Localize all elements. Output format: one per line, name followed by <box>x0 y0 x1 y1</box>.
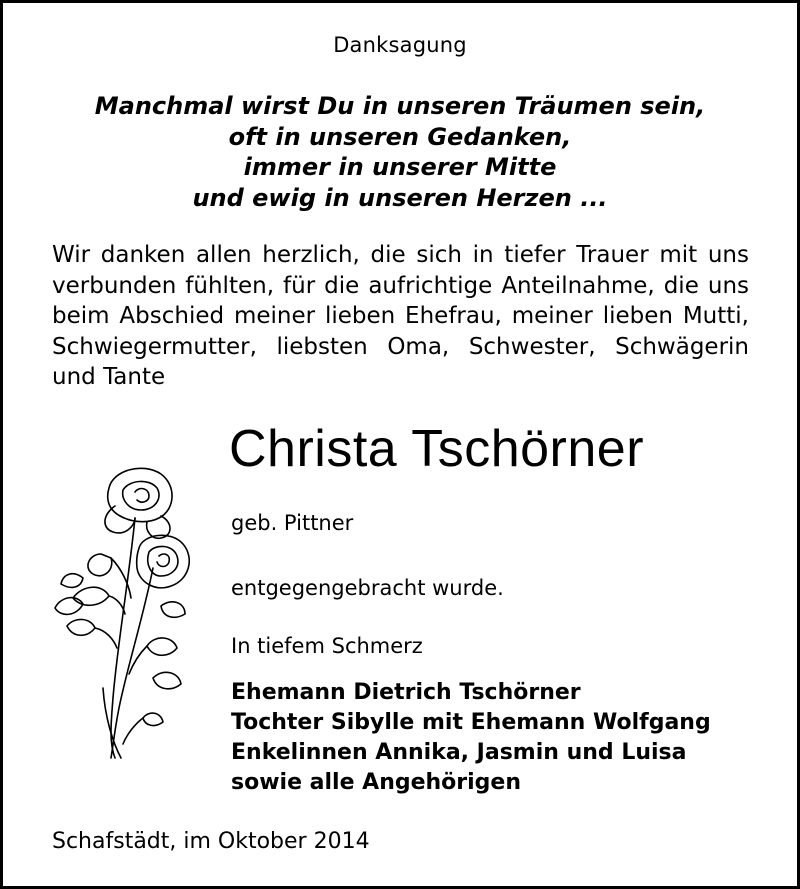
poem-line: Manchmal wirst Du in unseren Träumen sein, <box>94 92 706 120</box>
family-member: Tochter Sibylle mit Ehemann Wolfgang <box>231 710 711 735</box>
thanks-paragraph <box>52 240 749 393</box>
thanks-line: Schwiegermutter, liebsten Oma, Schwester, Schwägerin <box>52 333 749 360</box>
poem-line: oft in unseren Gedanken, <box>228 122 572 151</box>
thanks-line: Wir danken allen herzlich, die sich in tiefer Trauer mit uns <box>52 242 749 268</box>
thanks-line: beim Abschied meiner lieben Ehefrau, meiner lieben Mutti, <box>52 303 749 329</box>
maiden-name: geb. Pittner <box>231 511 354 535</box>
thanks-line: verbunden fühlten, für die aufrichtige Anteilnahme, die uns <box>52 272 749 299</box>
family-member: sowie alle Angehörigen <box>231 770 522 795</box>
roses-illustration-icon <box>43 458 203 763</box>
family-member: Ehemann Dietrich Tschörner <box>231 680 581 705</box>
family-member: Enkelinnen Annika, Jasmin und Luisa <box>231 740 687 765</box>
deceased-name: Christa Tschörner <box>229 420 645 478</box>
family-list <box>231 678 711 798</box>
thanks-line: und Tante <box>52 364 166 390</box>
grief-text: In tiefem Schmerz <box>231 634 423 658</box>
received-text: entgegengebracht wurde. <box>231 576 504 600</box>
notice-heading: Danksagung <box>333 33 467 57</box>
poem-line: und ewig in unseren Herzen ... <box>192 183 608 212</box>
poem-line: immer in unserer Mitte <box>243 153 557 181</box>
memorial-poem <box>3 91 797 213</box>
place-date: Schafstädt, im Oktober 2014 <box>52 829 370 854</box>
